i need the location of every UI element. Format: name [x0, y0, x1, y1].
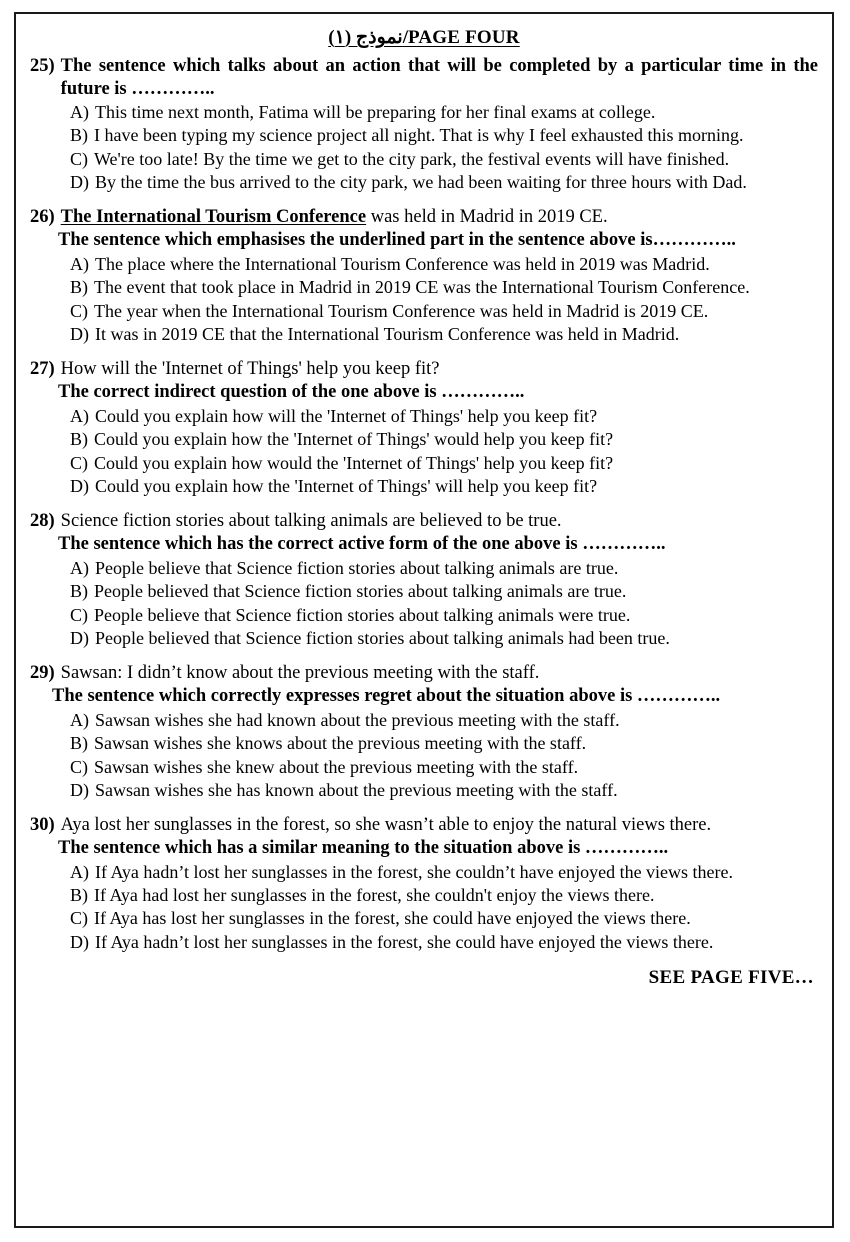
option-item[interactable]: [70, 475, 818, 497]
question-30-head: [30, 814, 818, 837]
option-text: I have been typing my science project all night. That is why I feel exhausted this morning.: [94, 125, 744, 146]
question-26-underlined-part: The International Tourism Conference: [60, 207, 367, 228]
option-item[interactable]: [70, 557, 818, 579]
option-label: D): [70, 931, 89, 952]
option-label: C): [70, 756, 88, 777]
option-text: By the time the bus arrived to the city park, we had been waiting for three hours with Dad.: [95, 172, 747, 193]
option-text: It was in 2019 CE that the International Tourism Conference was held in Madrid.: [95, 324, 680, 344]
option-label: D): [70, 324, 89, 344]
option-text: Could you explain how will the 'Internet of Things' help you keep fit?: [95, 406, 598, 426]
option-label: A): [70, 709, 89, 730]
option-label: B): [70, 581, 88, 602]
option-label: D): [70, 779, 89, 800]
question-25-number: 25): [30, 56, 55, 76]
option-item[interactable]: [70, 732, 818, 754]
option-text: If Aya hadn’t lost her sunglasses in the forest, she couldn’t have enjoyed the views there.: [95, 861, 734, 882]
option-item[interactable]: [70, 101, 818, 123]
page-header-title: نموذج (١)/PAGE FOUR: [328, 27, 520, 48]
option-text: People believe that Science fiction stories about talking animals are true.: [95, 557, 619, 578]
question-26-instruction: The sentence which emphasises the underlined part in the sentence above is…………..: [58, 229, 736, 250]
question-29-head: [30, 662, 818, 685]
question-26-number: 26): [30, 207, 55, 228]
question-26-head: [30, 206, 818, 229]
page-header: [30, 26, 818, 49]
question-29: [30, 662, 818, 801]
question-29-instruction: The sentence which correctly expresses regret about the situation above is …………..: [52, 685, 721, 706]
option-item[interactable]: [70, 779, 818, 801]
option-item[interactable]: [70, 253, 818, 275]
option-item[interactable]: [70, 627, 818, 649]
option-item[interactable]: [70, 300, 818, 322]
option-text: Sawsan wishes she knew about the previous meeting with the staff.: [94, 756, 579, 777]
question-27-instruction: The correct indirect question of the one above is …………..: [58, 381, 525, 402]
option-label: C): [70, 604, 88, 625]
option-text: People believed that Science fiction stories about talking animals are true.: [94, 581, 627, 602]
option-label: A): [70, 254, 89, 275]
option-item[interactable]: [70, 604, 818, 626]
option-label: B): [70, 277, 88, 298]
question-28: [30, 510, 818, 649]
question-29-number: 29): [30, 663, 55, 684]
option-text: Sawsan wishes she knows about the previous meeting with the staff.: [94, 733, 587, 754]
option-label: D): [70, 172, 89, 193]
question-25: [30, 55, 818, 193]
option-text: Could you explain how would the 'Internet of Things' help you keep fit?: [94, 452, 614, 473]
option-item[interactable]: [70, 428, 818, 450]
option-item[interactable]: [70, 148, 818, 170]
option-text: Sawsan wishes she had known about the previous meeting with the staff.: [95, 709, 620, 730]
option-item[interactable]: [70, 907, 818, 929]
question-30-instruction: The sentence which has a similar meaning to the situation above is …………..: [58, 837, 669, 858]
option-label: C): [70, 300, 88, 321]
option-text: We're too late! By the time we get to the city park, the festival events will have finished.: [94, 148, 730, 169]
question-25-stem: The sentence which talks about an action that will be completed by a particular time in the future is …………..: [60, 56, 818, 99]
option-text: Sawsan wishes she has known about the previous meeting with the staff.: [95, 779, 618, 800]
option-label: A): [70, 861, 89, 882]
option-label: B): [70, 885, 88, 906]
option-label: D): [70, 475, 89, 496]
option-text: The place where the International Tourism Conference was held in 2019 was Madrid.: [95, 254, 710, 275]
option-item[interactable]: [70, 884, 818, 906]
option-text: People believed that Science fiction stories about talking animals had been true.: [95, 627, 670, 648]
option-label: A): [70, 557, 89, 578]
option-text: Could you explain how the 'Internet of Things' will help you keep fit?: [95, 475, 598, 496]
option-label: A): [70, 406, 89, 426]
option-label: B): [70, 733, 88, 754]
question-25-options: [30, 101, 818, 193]
option-label: B): [70, 429, 88, 450]
option-text: If Aya has lost her sunglasses in the forest, she could have enjoyed the views there.: [94, 908, 691, 929]
option-text: If Aya hadn’t lost her sunglasses in the forest, she could have enjoyed the views there.: [95, 931, 714, 952]
question-28-instruction: The sentence which has the correct active form of the one above is …………..: [58, 533, 666, 554]
option-item[interactable]: [70, 931, 818, 953]
exam-page: [14, 12, 834, 1228]
question-27-options: [30, 405, 818, 497]
question-30: [30, 814, 818, 953]
option-text: This time next month, Fatima will be preparing for her final exams at college.: [95, 102, 656, 123]
option-label: C): [70, 148, 88, 169]
option-label: C): [70, 908, 88, 929]
question-30-number: 30): [30, 815, 55, 836]
question-29-options: [30, 709, 818, 801]
question-27-number: 27): [30, 359, 55, 380]
question-30-options: [30, 861, 818, 953]
option-item[interactable]: [70, 861, 818, 883]
option-item[interactable]: [70, 276, 818, 298]
option-item[interactable]: [70, 709, 818, 731]
option-label: A): [70, 102, 89, 123]
question-30-stem: Aya lost her sunglasses in the forest, so she wasn’t able to enjoy the natural views there.: [60, 815, 712, 836]
option-item[interactable]: [70, 580, 818, 602]
option-text: People believe that Science fiction stories about talking animals were true.: [94, 604, 631, 625]
option-item[interactable]: [70, 171, 818, 193]
question-26-stem: [61, 206, 818, 229]
option-label: D): [70, 627, 89, 648]
page-content: [16, 14, 832, 1226]
question-28-head: [30, 510, 818, 533]
option-item[interactable]: [70, 756, 818, 778]
option-item[interactable]: [70, 405, 818, 427]
option-text: The event that took place in Madrid in 2019 CE was the International Tourism Conference.: [94, 277, 750, 298]
question-28-options: [30, 557, 818, 649]
page-footer: SEE PAGE FIVE…: [648, 967, 814, 989]
question-26-options: [30, 253, 818, 345]
question-26-stem-suffix: was held in Madrid in 2019 CE.: [366, 207, 608, 228]
option-item[interactable]: [70, 452, 818, 474]
question-27: [30, 358, 818, 497]
option-label: B): [70, 125, 88, 146]
question-26: [30, 206, 818, 345]
question-28-stem: Science fiction stories about talking animals are believed to be true.: [60, 511, 562, 532]
option-item[interactable]: [70, 124, 818, 146]
option-text: Could you explain how the 'Internet of Things' would help you keep fit?: [94, 429, 614, 450]
question-28-number: 28): [30, 511, 55, 532]
question-27-head: [30, 358, 818, 381]
option-item[interactable]: [70, 323, 818, 345]
question-25-head: [30, 55, 818, 100]
option-text: If Aya had lost her sunglasses in the forest, she couldn't enjoy the views there.: [94, 885, 655, 906]
question-29-stem: Sawsan: I didn’t know about the previous meeting with the staff.: [60, 663, 540, 684]
question-27-stem: How will the 'Internet of Things' help you keep fit?: [60, 359, 440, 380]
option-label: C): [70, 452, 88, 473]
option-text: The year when the International Tourism Conference was held in Madrid is 2019 CE.: [94, 300, 709, 321]
